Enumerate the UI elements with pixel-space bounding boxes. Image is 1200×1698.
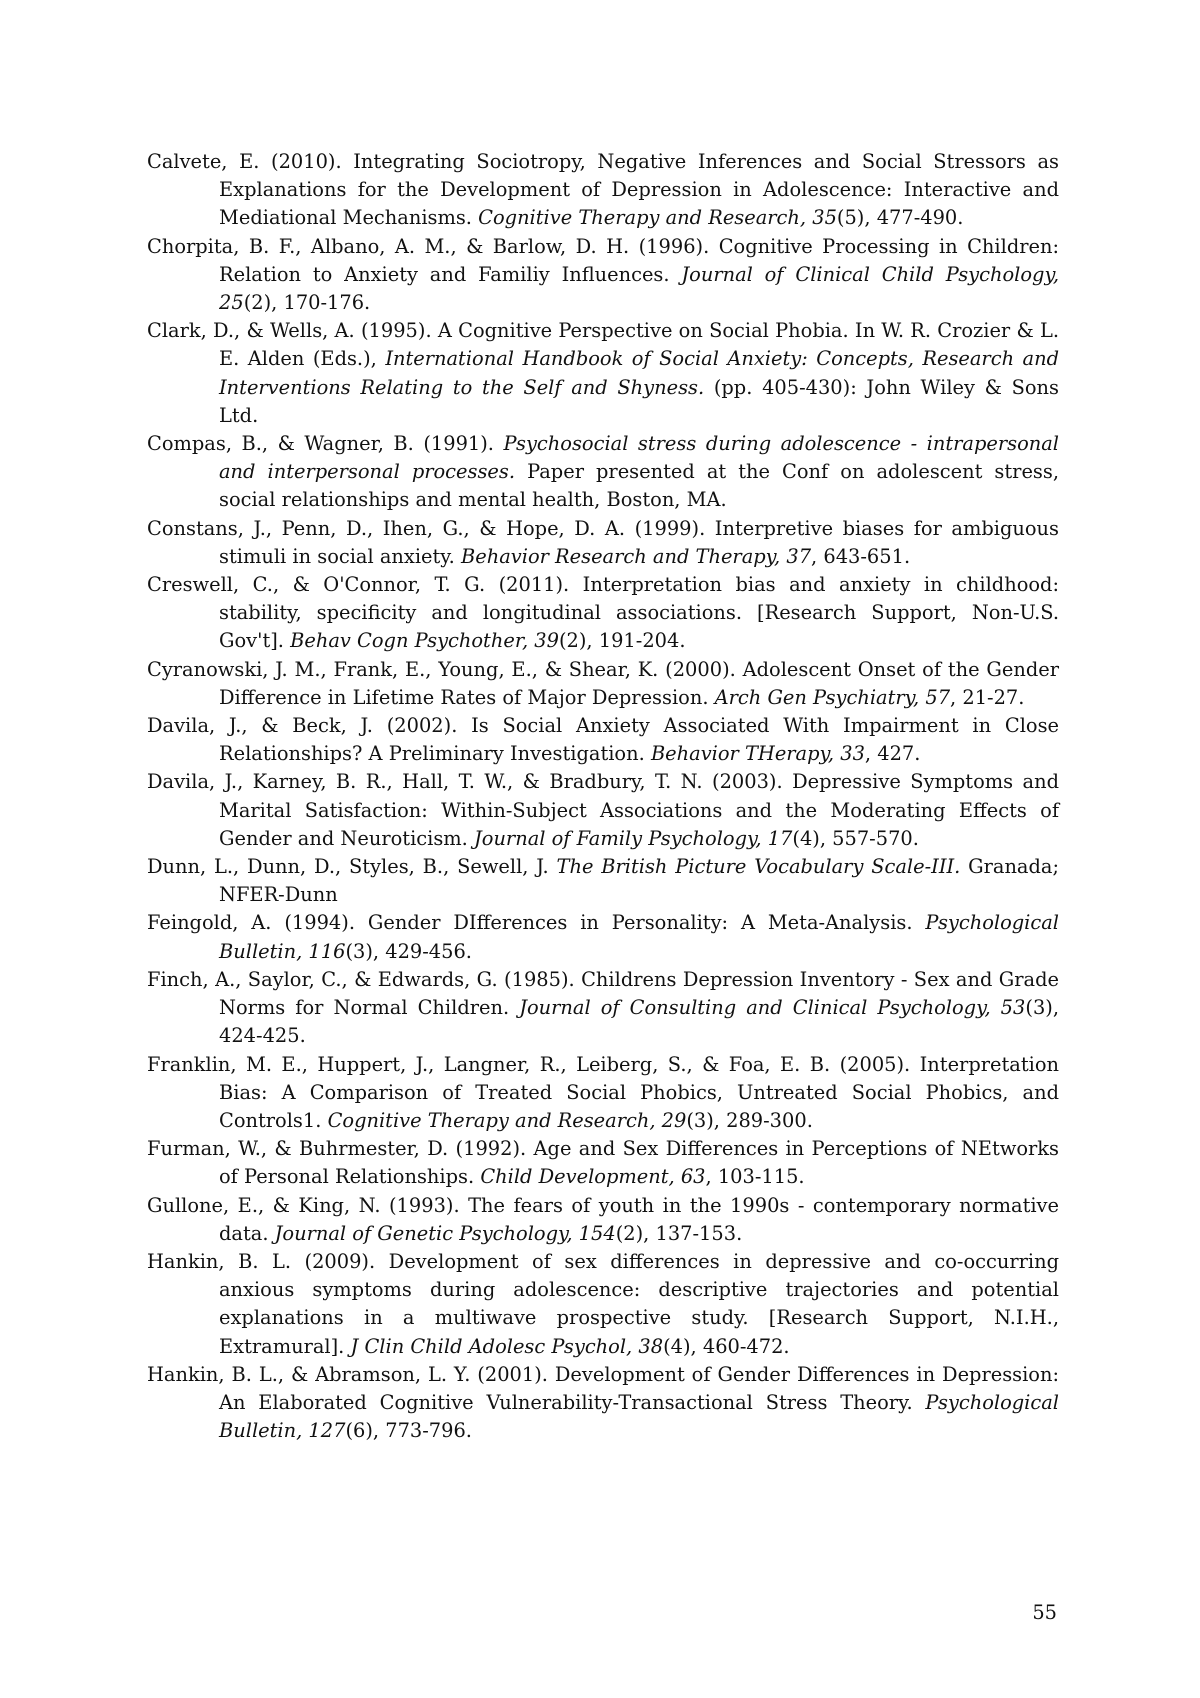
reference-text: Calvete, E. (2010). Integrating Sociotropy, Negative Inferences and Social Stressors as Explanations for the Development of Depression in Adolescence: Interactive and Mediational Mechanisms. — [147, 150, 1059, 230]
reference-entry — [147, 1192, 1059, 1248]
reference-details: (2), 191-204. — [558, 629, 686, 653]
reference-text: Franklin, M. E., Huppert, J., Langner, R., Leiberg, S., & Foa, E. B. (2005). Interpretation Bias: A Comparison of Treated Social Phobics, Untreated Social Phobics, and Controls1. — [147, 1052, 1059, 1132]
reference-entry — [147, 1248, 1059, 1361]
reference-details: (4), 460-472. — [663, 1334, 790, 1358]
reference-entry — [147, 1135, 1059, 1191]
reference-details: , 103-115. — [705, 1165, 805, 1189]
reference-text: Creswell, C., & O'Connor, T. G. (2011). Interpretation bias and anxiety in childhood: stability, specificity and longitudinal associations. [Research Support, Non-U.S. Gov't]. — [147, 573, 1059, 653]
reference-details: , 427. — [864, 742, 921, 766]
reference-entry — [147, 768, 1059, 853]
reference-entry — [147, 1361, 1059, 1446]
reference-entry — [147, 853, 1059, 909]
reference-entry — [147, 571, 1059, 656]
reference-details: (2), 137-153. — [615, 1221, 743, 1245]
reference-entry — [147, 430, 1059, 515]
reference-source: Arch Gen Psychiatry, 57 — [714, 685, 951, 709]
reference-source: Journal of Clinical Child Psychology, 25 — [219, 262, 1059, 315]
reference-entry — [147, 656, 1059, 712]
reference-entry — [147, 966, 1059, 1051]
reference-source: Journal of Family Psychology, 17 — [474, 826, 793, 850]
reference-text: Finch, A., Saylor, C., & Edwards, G. (1985). Childrens Depression Inventory - Sex and Grade Norms for Normal Children. — [147, 967, 1059, 1020]
reference-details: , 643-651. — [811, 544, 911, 568]
reference-list — [147, 148, 1059, 1445]
reference-text: Cyranowski, J. M., Frank, E., Young, E., & Shear, K. (2000). Adolescent Onset of the Gender Difference in Lifetime Rates of Major Depression. — [147, 657, 1059, 709]
reference-entry — [147, 148, 1059, 233]
reference-details: (3), 289-300. — [686, 1108, 813, 1132]
reference-source: Behavior THerapy, 33 — [650, 742, 865, 766]
reference-details: (pp. 405-430): John Wiley & Sons Ltd. — [219, 375, 1059, 427]
reference-text: Clark, D., & Wells, A. (1995). A Cognitive Perspective on Social Phobia. In W. R. Crozier & L. E. Alden (Eds.), — [147, 319, 1059, 371]
reference-source: J Clin Child Adolesc Psychol, 38 — [350, 1334, 664, 1358]
reference-source: Psychological Bulletin, 127 — [219, 1390, 1059, 1443]
reference-source: Psychological Bulletin, 116 — [219, 911, 1059, 963]
reference-text: Gullone, E., & King, N. (1993). The fears of youth in the 1990s - contemporary normative data. — [147, 1193, 1059, 1245]
reference-text: Hankin, B. L. (2009). Development of sex differences in depressive and co-occurring anxious symptoms during adolescence: descriptive trajectories and potential explanations in a multiwave prospective study. [Research Support, N.I.H., Extramural]. — [147, 1249, 1059, 1358]
reference-entry — [147, 233, 1059, 318]
reference-entry — [147, 909, 1059, 965]
reference-details: Paper presented at the Conf on adolescent stress, social relationships and mental health, Boston, MA. — [219, 460, 1059, 512]
reference-text: Constans, J., Penn, D., Ihen, G., & Hope, D. A. (1999). Interpretive biases for ambiguous stimuli in social anxiety. — [147, 516, 1059, 568]
page-number: 55 — [1032, 1601, 1057, 1624]
reference-details: Granada; NFER-Dunn — [219, 855, 1059, 907]
reference-source: Child Development, 63 — [480, 1165, 706, 1189]
reference-text: Furman, W., & Buhrmester, D. (1992). Age and Sex Differences in Perceptions of NEtworks of Personal Relationships. — [147, 1137, 1059, 1189]
reference-text: Dunn, L., Dunn, D., Styles, B., Sewell, J. — [147, 855, 557, 879]
reference-text: Feingold, A. (1994). Gender DIfferences in Personality: A Meta-Analysis. — [147, 911, 926, 935]
reference-details: (6), 773-796. — [345, 1419, 472, 1443]
reference-details: , 21-27. — [950, 685, 1025, 709]
reference-source: Journal of Consulting and Clinical Psychology, 53 — [519, 996, 1026, 1020]
reference-entry — [147, 317, 1059, 430]
reference-text: Hankin, B. L., & Abramson, L. Y. (2001). Development of Gender Differences in Depression: An Elaborated Cognitive Vulnerability-Transactional Stress Theory. — [147, 1362, 1059, 1414]
reference-source: International Handbook of Social Anxiety: Concepts, Research and Interventions Relating to the Self and Shyness. — [219, 347, 1059, 399]
reference-source: Cognitive Therapy and Research, 35 — [478, 206, 837, 230]
reference-source: Behavior Research and Therapy, 37 — [461, 544, 812, 568]
reference-details: (4), 557-570. — [792, 826, 919, 850]
reference-details: (3), 424-425. — [219, 996, 1060, 1048]
reference-details: (3), 429-456. — [345, 939, 472, 963]
reference-source: The British Picture Vocabulary Scale-III. — [556, 855, 961, 879]
reference-text: Compas, B., & Wagner, B. (1991). — [147, 432, 504, 456]
reference-source: Behav Cogn Psychother, 39 — [290, 629, 559, 653]
reference-entry — [147, 1051, 1059, 1136]
reference-source: Journal of Genetic Psychology, 154 — [274, 1221, 616, 1245]
reference-details: (2), 170-176. — [243, 291, 371, 315]
reference-text: Davila, J., Karney, B. R., Hall, T. W., & Bradbury, T. N. (2003). Depressive Symptoms and Marital Satisfaction: Within-Subject Associations and the Moderating Effects of Gender and Neuroticism. — [147, 770, 1059, 850]
reference-source: Cognitive Therapy and Research, 29 — [327, 1108, 687, 1132]
reference-details: (5), 477-490. — [836, 206, 964, 230]
reference-text: Chorpita, B. F., Albano, A. M., & Barlow, D. H. (1996). Cognitive Processing in Children: Relation to Anxiety and Familiy Influences. — [147, 234, 1059, 286]
reference-entry — [147, 515, 1059, 571]
reference-entry — [147, 712, 1059, 768]
reference-source: Psychosocial stress during adolescence - intrapersonal and interpersonal processes. — [219, 432, 1060, 484]
reference-text: Davila, J., & Beck, J. (2002). Is Social Anxiety Associated With Impairment in Close Relationships? A Preliminary Investigation. — [147, 714, 1059, 766]
